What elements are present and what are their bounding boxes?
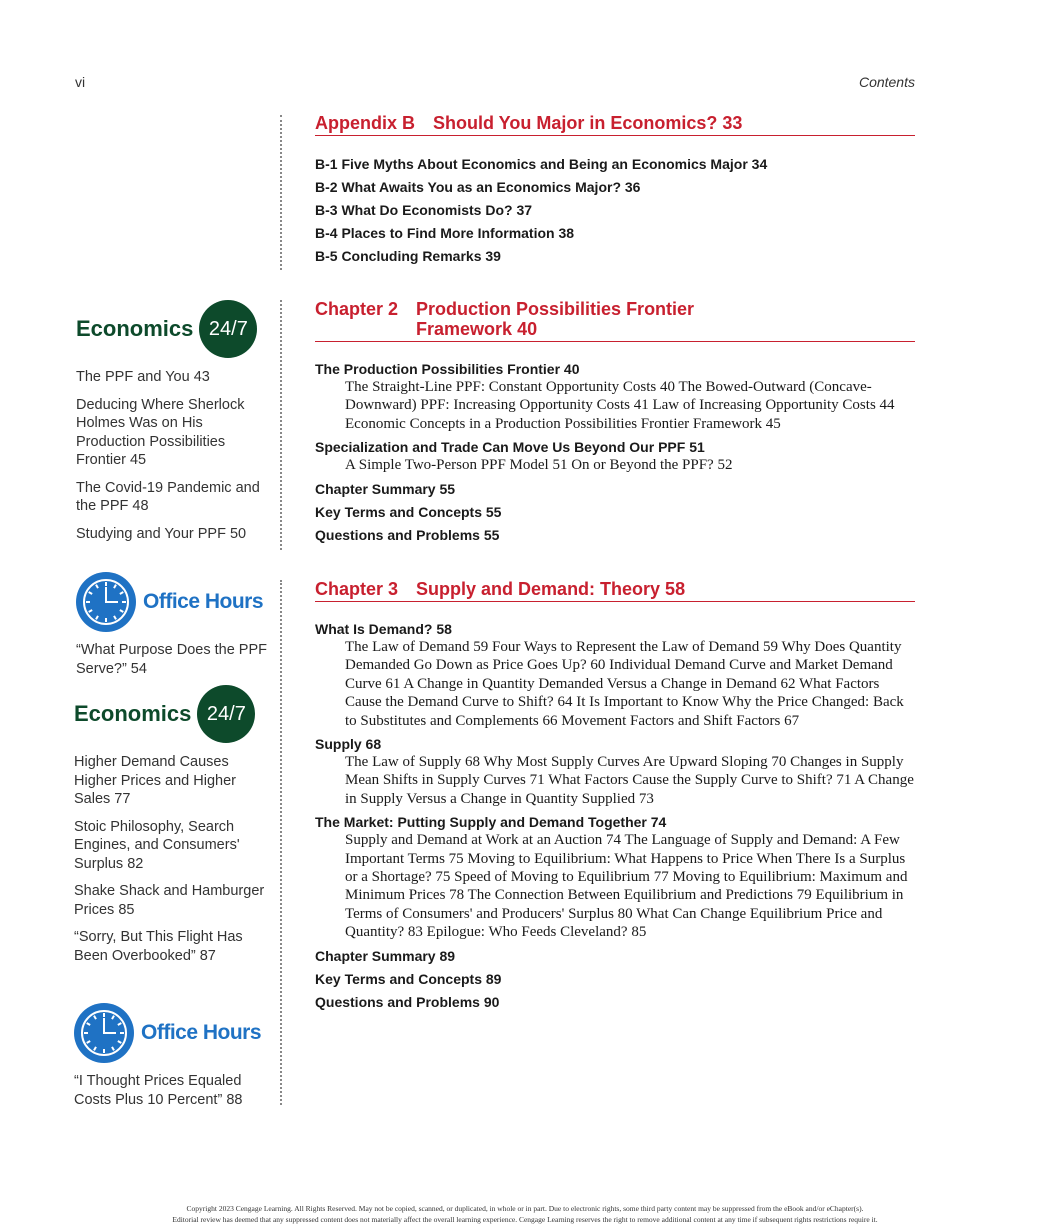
toc-section-heading[interactable]: The Production Possibilities Frontier 40 bbox=[315, 361, 580, 377]
feature-entry[interactable]: Shake Shack and Hamburger Prices 85 bbox=[74, 883, 265, 918]
chapter-2-title: Chapter 2 Production Possibilities Frontier Framework 40 bbox=[315, 299, 915, 342]
office-hours-box bbox=[74, 1002, 274, 1109]
toc-subentries: The Law of Demand 59 Four Ways to Represent the Law of Demand 59 Why Does Quantity Demanded Go Down as Price Goes Up? 60 Individual Demand Curve and Market Demand Curve 61 A Change in Quantity Demanded Versus a Change in Demand 62 What Factors Cause the Demand Curve to Shift? 64 It Is Important to Know Why the Price Changed: Back to Substitutes and Complements 66 Movement Factors and Shift Factors 67 bbox=[345, 639, 904, 729]
toc-subentries: The Law of Supply 68 Why Most Supply Curves Are Upward Sloping 70 Changes in Supply Mean Shifts in Supply Curves 71 What Factors Cause the Supply Curve to Shift? 71 A Change in Supply Versus a Change in Quantity Supplied 73 bbox=[345, 754, 914, 807]
feature-entry[interactable]: “What Purpose Does the PPF Serve?” 54 bbox=[76, 642, 267, 677]
chapter-3-title: Chapter 3 Supply and Demand: Theory 58 bbox=[315, 579, 915, 602]
column-divider bbox=[280, 300, 282, 550]
column-divider bbox=[280, 580, 282, 1105]
toc-section-heading[interactable]: The Market: Putting Supply and Demand Together 74 bbox=[315, 814, 667, 831]
feature-entry[interactable]: “I Thought Prices Equaled Costs Plus 10 Percent” 88 bbox=[74, 1073, 243, 1108]
economics-label: Economics bbox=[74, 701, 192, 726]
badge-24-7: 24/7 bbox=[199, 300, 257, 358]
office-hours-label: Office Hours bbox=[141, 1021, 262, 1044]
chapter-3-section bbox=[315, 579, 915, 1011]
toc-entry[interactable]: B-1 Five Myths About Economics and Being an Economics Major 34 bbox=[315, 156, 768, 172]
toc-section-heading[interactable]: What Is Demand? 58 bbox=[315, 621, 452, 637]
badge-24-7: 24/7 bbox=[197, 685, 255, 743]
toc-subentries: A Simple Two-Person PPF Model 51 On or Beyond the PPF? 52 bbox=[345, 457, 733, 474]
feature-entry[interactable]: Deducing Where Sherlock Holmes Was on His Production Possibilities Frontier 45 bbox=[76, 396, 245, 468]
clock-icon bbox=[74, 1003, 134, 1063]
office-hours-box bbox=[76, 571, 276, 678]
economics-label: Economics bbox=[76, 316, 194, 341]
office-hours-label: Office Hours bbox=[143, 590, 264, 613]
toc-entry[interactable]: B-4 Places to Find More Information 38 bbox=[315, 225, 575, 241]
toc-entry[interactable]: Chapter Summary 89 bbox=[315, 947, 456, 964]
feature-entry[interactable]: The PPF and You 43 bbox=[76, 369, 210, 385]
toc-entry[interactable]: B-5 Concluding Remarks 39 bbox=[315, 248, 501, 264]
toc-subentries: Supply and Demand at Work at an Auction 74 The Language of Supply and Demand: A Few Important Terms 75 Moving to Equilibrium: What Happens to Price When There Is a Surplus or a Shortage? 75 Speed of Moving to Equilibrium 77 Moving to Equilibrium: Maximum and Minimum Prices 78 The Connection Between Equilibrium and Predictions 79 Equilibrium in Terms of Consumers' and Producers' Surplus 80 What Can Change Equilibrium Price and Quantity? 83 Epilogue: Who Feeds Cleveland? 85 bbox=[345, 832, 908, 941]
feature-entry[interactable]: Higher Demand Causes Higher Prices and Higher Sales 77 bbox=[74, 754, 236, 807]
toc-entry[interactable]: Chapter Summary 55 bbox=[315, 480, 456, 497]
appendix-b-section bbox=[315, 113, 915, 265]
column-divider bbox=[280, 115, 282, 270]
feature-entry[interactable]: Studying and Your PPF 50 bbox=[76, 525, 247, 542]
feature-entry[interactable]: “Sorry, But This Flight Has Been Overbooked” 87 bbox=[74, 929, 243, 964]
toc-entry[interactable]: Questions and Problems 55 bbox=[315, 526, 500, 543]
toc-subentries: The Straight-Line PPF: Constant Opportunity Costs 40 The Bowed-Outward (Concave-Downward) PPF: Increasing Opportunity Costs 41 Law of Increasing Opportunity Costs 44 Economic Concepts in a Production Possibilities Frontier Framework 45 bbox=[345, 379, 895, 432]
copyright-footer: Copyright 2023 Cengage Learning. All Rights Reserved. May not be copied, scanned, or duplicated, in whole or in part. Due to electronic rights, some third party content may be suppressed from the eBook and/or eChapter(s). Editorial review has deemed that any suppressed content does not materially affect the overall learning experience. Cengage Learning reserves the right to remove additional content at any time if subsequent rights restrictions require it. bbox=[172, 1204, 878, 1224]
toc-entry[interactable]: B-2 What Awaits You as an Economics Major? 36 bbox=[315, 179, 641, 195]
clock-icon bbox=[76, 572, 136, 632]
page-number: vi bbox=[75, 74, 86, 90]
chapter-2-section bbox=[315, 299, 915, 544]
toc-entry[interactable]: Key Terms and Concepts 89 bbox=[315, 970, 502, 987]
appendix-b-title: Appendix B Should You Major in Economics? 33 bbox=[315, 113, 915, 136]
running-header: Contents bbox=[858, 74, 915, 90]
toc-section-heading[interactable]: Supply 68 bbox=[315, 736, 382, 753]
economics-24-7-box bbox=[76, 299, 276, 543]
feature-entry[interactable]: The Covid-19 Pandemic and the PPF 48 bbox=[76, 479, 260, 514]
toc-section-heading[interactable]: Specialization and Trade Can Move Us Beyond Our PPF 51 bbox=[315, 439, 705, 456]
economics-24-7-box bbox=[74, 684, 274, 965]
toc-entry[interactable]: B-3 What Do Economists Do? 37 bbox=[315, 202, 533, 218]
feature-entry[interactable]: Stoic Philosophy, Search Engines, and Consumers' Surplus 82 bbox=[74, 818, 240, 872]
toc-entry[interactable]: Key Terms and Concepts 55 bbox=[315, 503, 502, 520]
toc-entry[interactable]: Questions and Problems 90 bbox=[315, 993, 500, 1010]
